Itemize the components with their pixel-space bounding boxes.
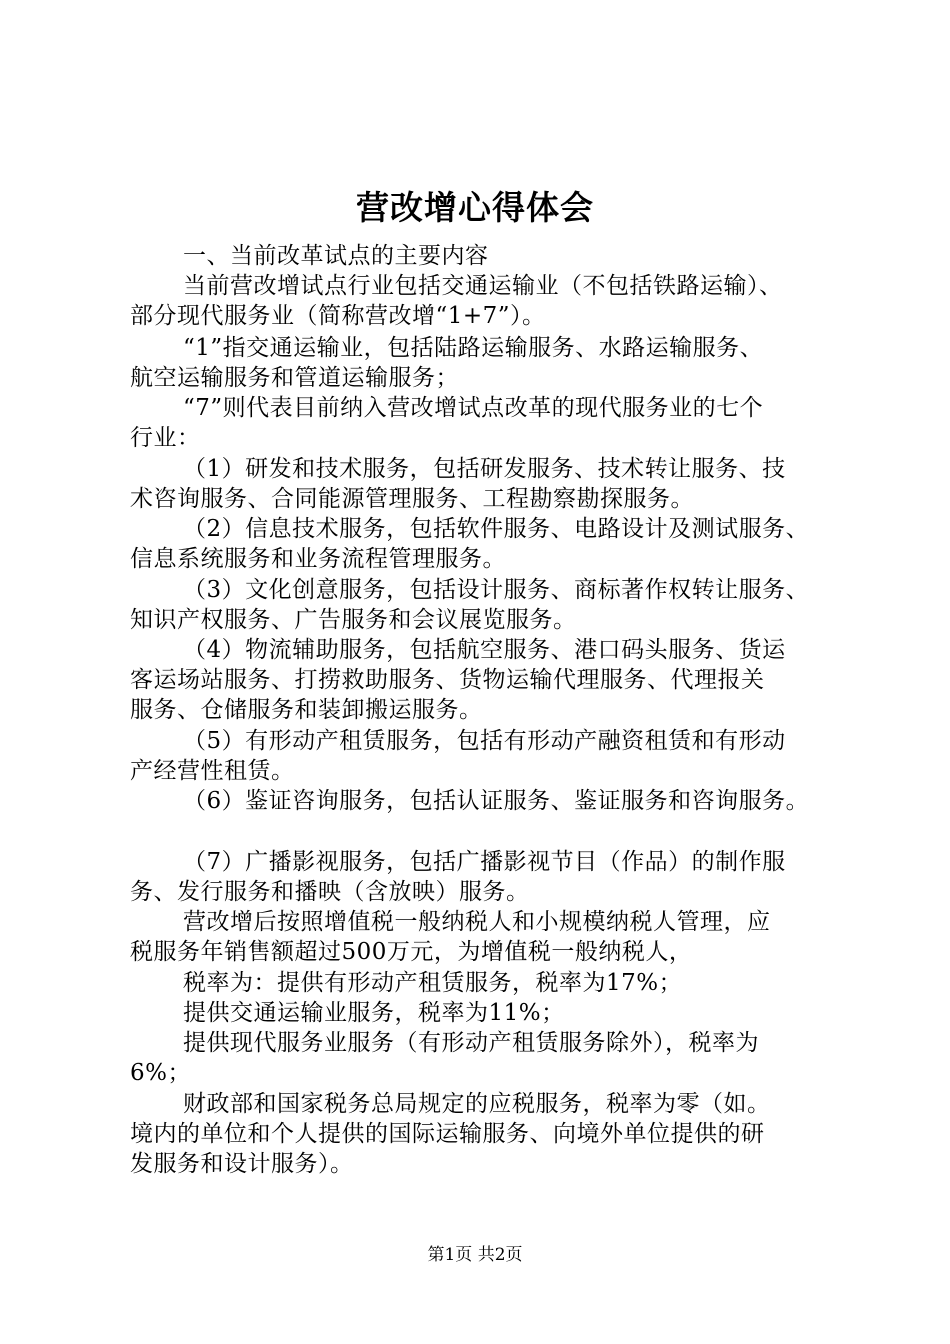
paragraph-line: 提供交通运输业服务，税率为11%； <box>183 1000 565 1026</box>
paragraph-line: 务、发行服务和播映（含放映）服务。 <box>130 879 530 905</box>
paragraph-line: 财政部和国家税务总局规定的应税服务，税率为零（如。 <box>183 1091 771 1117</box>
paragraph-line: 航空运输服务和管道运输服务； <box>130 365 459 391</box>
paragraph-line: 境内的单位和个人提供的国际运输服务、向境外单位提供的研 <box>130 1121 765 1147</box>
paragraph-line: 知识产权服务、广告服务和会议展览服务。 <box>130 607 577 633</box>
paragraph-line: 发服务和设计服务）。 <box>130 1151 354 1177</box>
paragraph-line: 术咨询服务、合同能源管理服务、工程勘察勘探服务。 <box>130 486 694 512</box>
paragraph-line: 信息系统服务和业务流程管理服务。 <box>130 546 506 572</box>
paragraph-line: （6）鉴证咨询服务，包括认证服务、鉴证服务和咨询服务。 <box>183 788 810 814</box>
paragraph-line: （2）信息技术服务，包括软件服务、电路设计及测试服务、 <box>183 516 810 542</box>
page-footer: 第1页 共2页 <box>427 1245 523 1265</box>
paragraph-line: 部分现代服务业（简称营改增“1+7”）。 <box>130 303 546 329</box>
section-heading: 一、当前改革试点的主要内容 <box>183 243 489 269</box>
paragraph-line: 税率为：提供有形动产租赁服务，税率为17%； <box>183 970 683 996</box>
paragraph-line: 提供现代服务业服务（有形动产租赁服务除外），税率为 <box>183 1030 759 1056</box>
paragraph-line: “1”指交通运输业，包括陆路运输服务、水路运输服务、 <box>183 335 764 361</box>
paragraph-line: 营改增后按照增值税一般纳税人和小规模纳税人管理，应 <box>183 909 771 935</box>
paragraph-line: 税服务年销售额超过500万元，为增值税一般纳税人， <box>130 939 693 965</box>
paragraph-line: 产经营性租赁。 <box>130 758 295 784</box>
paragraph-line: 客运场站服务、打捞救助服务、货物运输代理服务、代理报关 <box>130 667 765 693</box>
paragraph-line: （5）有形动产租赁服务，包括有形动产融资租赁和有形动 <box>183 728 786 754</box>
paragraph-line: （1）研发和技术服务，包括研发服务、技术转让服务、技 <box>183 456 786 482</box>
paragraph-line: （7）广播影视服务，包括广播影视节目（作品）的制作服 <box>183 849 786 875</box>
paragraph-line: 行业： <box>130 425 201 451</box>
paragraph-line: （4）物流辅助服务，包括航空服务、港口码头服务、货运 <box>183 637 786 663</box>
paragraph-line: （3）文化创意服务，包括设计服务、商标著作权转让服务、 <box>183 577 810 603</box>
paragraph-line: 当前营改增试点行业包括交通运输业（不包括铁路运输）、 <box>183 273 783 299</box>
document-title: 营改增心得体会 <box>356 188 594 227</box>
paragraph-line: 服务、仓储服务和装卸搬运服务。 <box>130 697 483 723</box>
paragraph-line: 6%； <box>130 1060 191 1086</box>
paragraph-line: “7”则代表目前纳入营改增试点改革的现代服务业的七个 <box>183 395 764 421</box>
